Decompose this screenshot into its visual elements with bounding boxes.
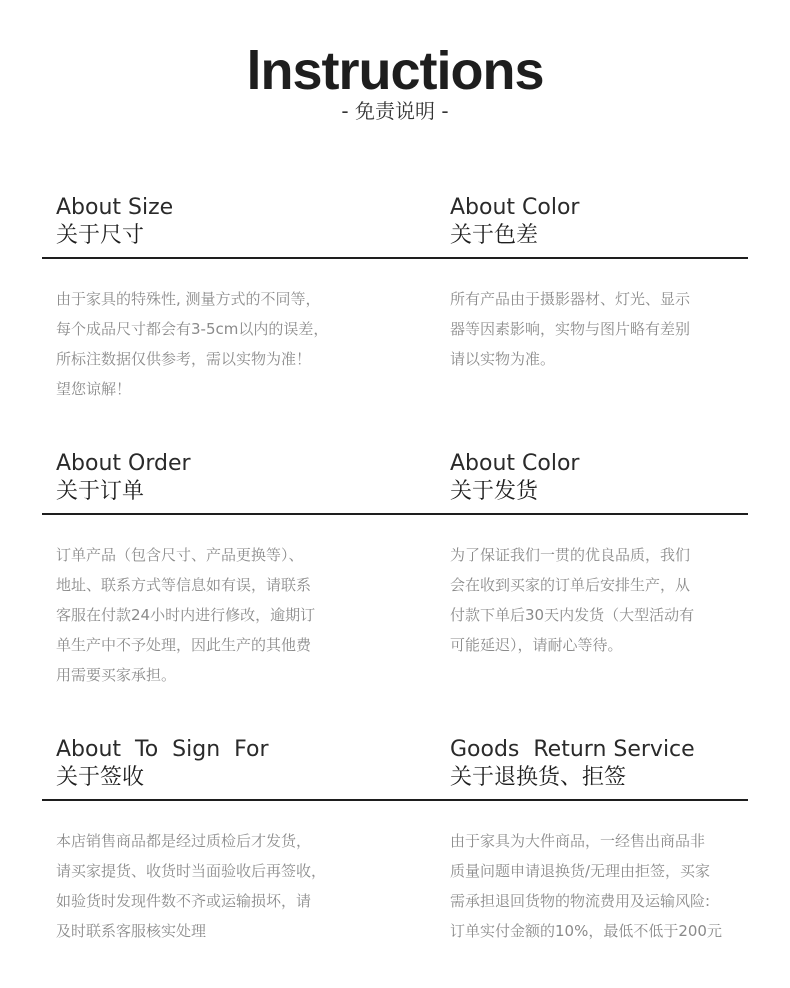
- heading-about-size: [56, 194, 173, 250]
- page-title: lnstructions: [246, 41, 544, 101]
- paragraph-line: 付款下单后30天内发货（大型活动有: [450, 606, 695, 624]
- heading-en: About Order: [56, 451, 191, 476]
- paragraph-line: 质量问题申请退换货/无理由拒签，买家: [450, 862, 711, 880]
- heading-zh: 关于发货: [450, 479, 539, 504]
- heading-en: About Color: [450, 195, 580, 220]
- paragraph-line: 由于家具的特殊性, 测量方式的不同等，: [56, 290, 321, 308]
- paragraph-line: 请以实物为准。: [450, 350, 556, 368]
- paragraph-line: 订单产品（包含尺寸、产品更换等）、: [56, 546, 304, 564]
- paragraph-line: 可能延迟），请耐心等待。: [450, 636, 623, 654]
- section-divider: [42, 257, 748, 259]
- heading-zh: 关于尺寸: [56, 223, 145, 248]
- paragraph-line: 用需要买家承担。: [56, 666, 177, 684]
- paragraph-line: 需承担退回货物的物流费用及运输风险:: [450, 892, 711, 910]
- page-subtitle: - 免责说明 -: [341, 99, 449, 123]
- heading-zh: 关于退换货、拒签: [450, 765, 627, 790]
- paragraph-line: 会在收到买家的订单后安排生产，从: [450, 576, 691, 594]
- heading-en: About To Sign For: [56, 737, 269, 762]
- size-paragraph: [56, 284, 328, 404]
- heading-en: About Color: [450, 451, 580, 476]
- shipping-paragraph: [450, 540, 694, 660]
- section-divider: [42, 513, 748, 515]
- heading-zh: 关于色差: [450, 223, 539, 248]
- section-order-shipping: [42, 450, 748, 516]
- paragraph-line: 所有产品由于摄影器材、灯光、显示: [450, 290, 691, 308]
- paragraph-line: 为了保证我们一贯的优良品质，我们: [450, 546, 691, 564]
- paragraph-line: 由于家具为大件商品，一经售出商品非: [450, 832, 706, 850]
- return-paragraph: [450, 826, 722, 946]
- paragraph-line: 如验货时发现件数不齐或运输损坏，请: [56, 892, 312, 910]
- heading-zh: 关于签收: [56, 765, 145, 790]
- paragraph-line: 本店销售商品都是经过质检后才发货，: [56, 832, 312, 850]
- sign-paragraph: [56, 826, 326, 946]
- paragraph-line: 望您谅解！: [56, 380, 132, 398]
- section-sign-return: [42, 736, 748, 802]
- order-paragraph: [56, 540, 315, 690]
- paragraph-line: 每个成品尺寸都会有3-5cm以内的误差，: [56, 320, 329, 338]
- paragraph-line: 及时联系客服核实处理: [56, 922, 207, 940]
- paragraph-line: 客服在付款24小时内进行修改，逾期订: [56, 606, 316, 624]
- heading-en: About Size: [56, 195, 174, 220]
- paragraph-line: 所标注数据仅供参考，需以实物为准！: [56, 350, 312, 368]
- paragraph-line: 请买家提货、收货时当面验收后再签收，: [56, 862, 327, 880]
- heading-about-order: [56, 450, 191, 506]
- paragraph-line: 订单实付金额的10%，最低不低于200元: [450, 922, 722, 940]
- heading-about-color: [450, 194, 579, 250]
- heading-return-service: [450, 736, 695, 792]
- heading-about-sign: [56, 736, 269, 792]
- color-paragraph: [450, 284, 690, 374]
- paragraph-line: 地址、联系方式等信息如有误，请联系: [56, 576, 312, 594]
- section-divider: [42, 799, 748, 801]
- heading-about-shipping: [450, 450, 579, 506]
- heading-en: Goods Return Service: [450, 737, 695, 762]
- section-size-color: [42, 194, 748, 260]
- paragraph-line: 单生产中不予处理，因此生产的其他费: [56, 636, 312, 654]
- paragraph-line: 器等因素影响，实物与图片略有差别: [450, 320, 691, 338]
- heading-zh: 关于订单: [56, 479, 145, 504]
